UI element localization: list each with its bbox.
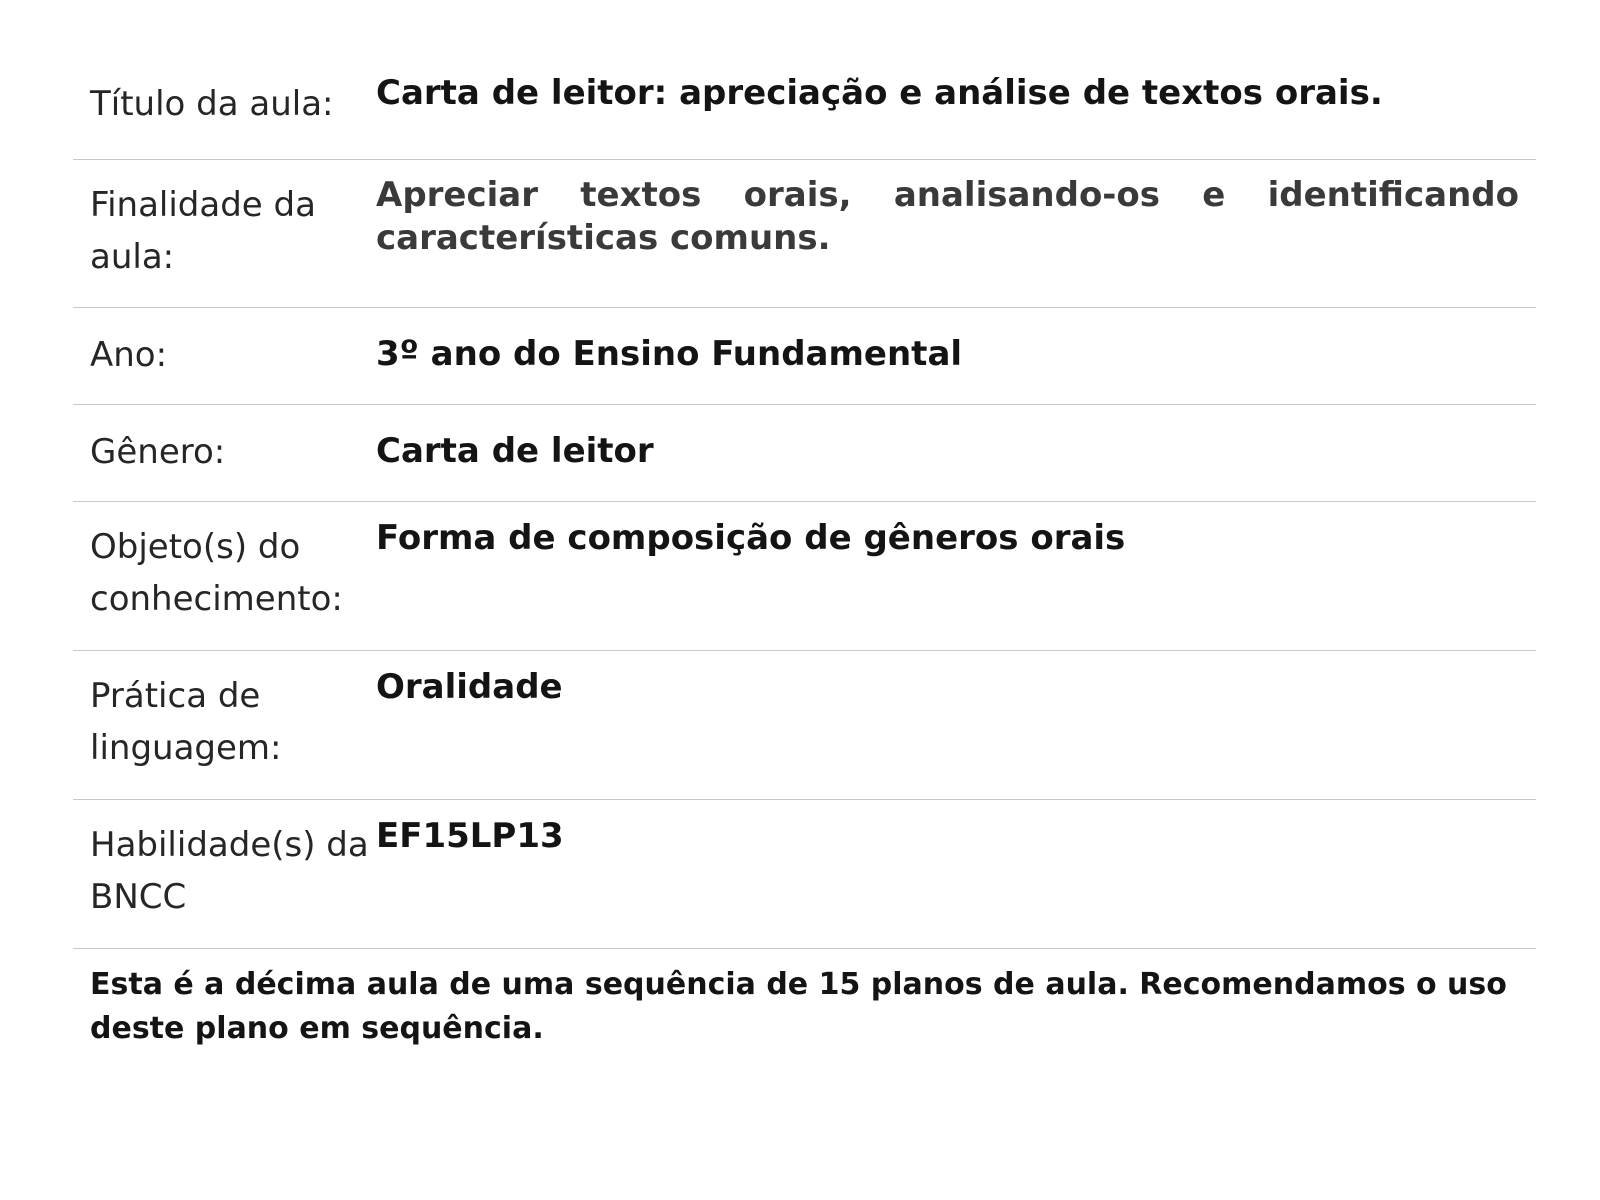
sequence-note: Esta é a décima aula de uma sequência de 15 planos de aula. Recomendamos o uso deste plano em sequência.: [90, 967, 1507, 1046]
language-practice-value: Oralidade: [376, 667, 563, 707]
lesson-purpose-label: Finalidade da aula:: [90, 185, 316, 277]
lesson-purpose-line-1: Apreciar textos orais, analisando-os e identificando: [376, 175, 1519, 215]
school-year-value: 3º ano do Ensino Fundamental: [376, 334, 963, 374]
row-lesson-title: [73, 0, 1536, 160]
genre-value: Carta de leitor: [376, 431, 654, 471]
row-bncc-skills: [73, 800, 1536, 949]
row-lesson-purpose: [73, 160, 1536, 308]
lesson-purpose-value: [376, 160, 1536, 307]
bncc-skills-label: Habilidade(s) da BNCC: [90, 825, 369, 917]
lesson-title-label: Título da aula:: [90, 84, 334, 124]
bncc-skills-value: EF15LP13: [376, 816, 564, 856]
knowledge-objects-label: Objeto(s) do conhecimento:: [90, 527, 343, 619]
row-knowledge-objects: [73, 502, 1536, 651]
row-language-practice: [73, 651, 1536, 800]
lesson-purpose-line-2: características comuns.: [376, 218, 831, 258]
knowledge-objects-value: Forma de composição de gêneros orais: [376, 518, 1126, 558]
lesson-title-value: Carta de leitor: apreciação e análise de textos orais.: [376, 73, 1383, 113]
language-practice-label: Prática de linguagem:: [90, 676, 282, 768]
school-year-label: Ano:: [90, 335, 168, 375]
lesson-plan-table: [73, 0, 1536, 1051]
genre-label: Gênero:: [90, 432, 226, 472]
row-genre: [73, 405, 1536, 502]
row-school-year: [73, 308, 1536, 405]
